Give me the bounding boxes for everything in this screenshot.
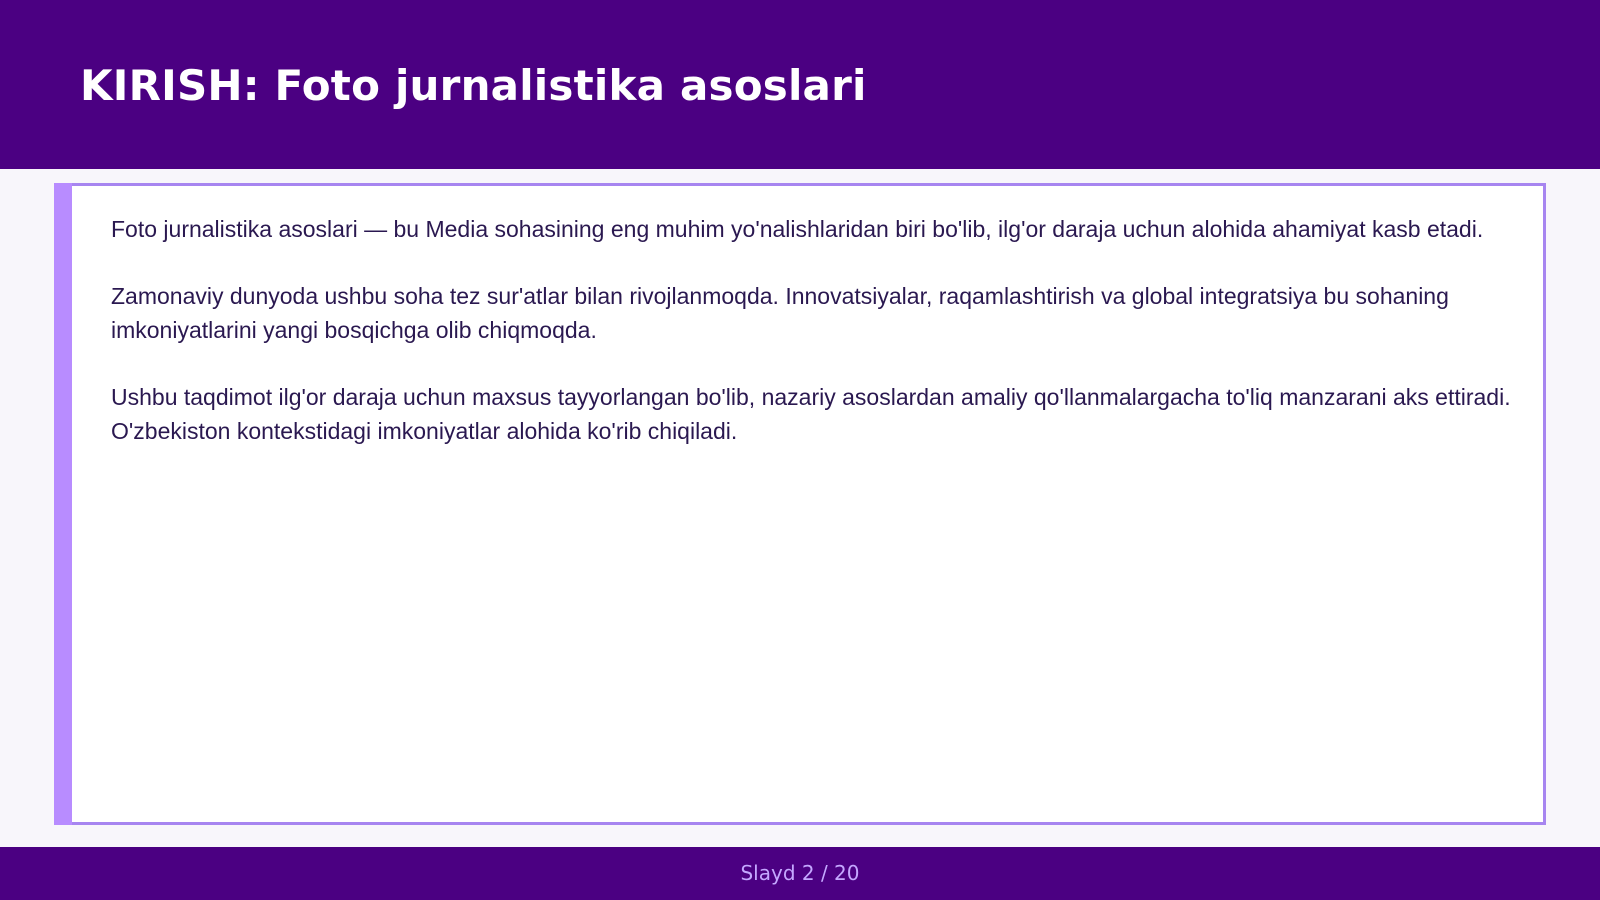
slide-title: KIRISH: Foto jurnalistika asoslari bbox=[80, 61, 867, 110]
body-paragraph-3: Ushbu taqdimot ilg'or daraja uchun maxsus tayyorlangan bo'lib, nazariy asoslardan amaliy qo'llanmalargacha to'liq manzarani aks ettiradi. O'zbekiston kontekstidagi imkoniyatlar alohida ko'rib chiqiladi. bbox=[111, 384, 1511, 444]
body-paragraph-2: Zamonaviy dunyoda ushbu soha tez sur'atlar bilan rivojlanmoqda. Innovatsiyalar, raqamlashtirish va global integratsiya bu sohaning imkoniyatlarini yangi bosqichga olib chiqmoqda. bbox=[111, 283, 1449, 343]
slide-counter: Slayd 2 / 20 bbox=[740, 861, 860, 885]
slide-footer bbox=[0, 847, 1600, 900]
body-paragraph-1: Foto jurnalistika asoslari — bu Media sohasining eng muhim yo'nalishlaridan biri bo'lib, ilg'or daraja uchun alohida ahamiyat kasb etadi. bbox=[111, 216, 1484, 242]
content-accent-bar bbox=[54, 183, 72, 825]
slide-header bbox=[0, 0, 1600, 169]
slide-body bbox=[111, 212, 1511, 481]
